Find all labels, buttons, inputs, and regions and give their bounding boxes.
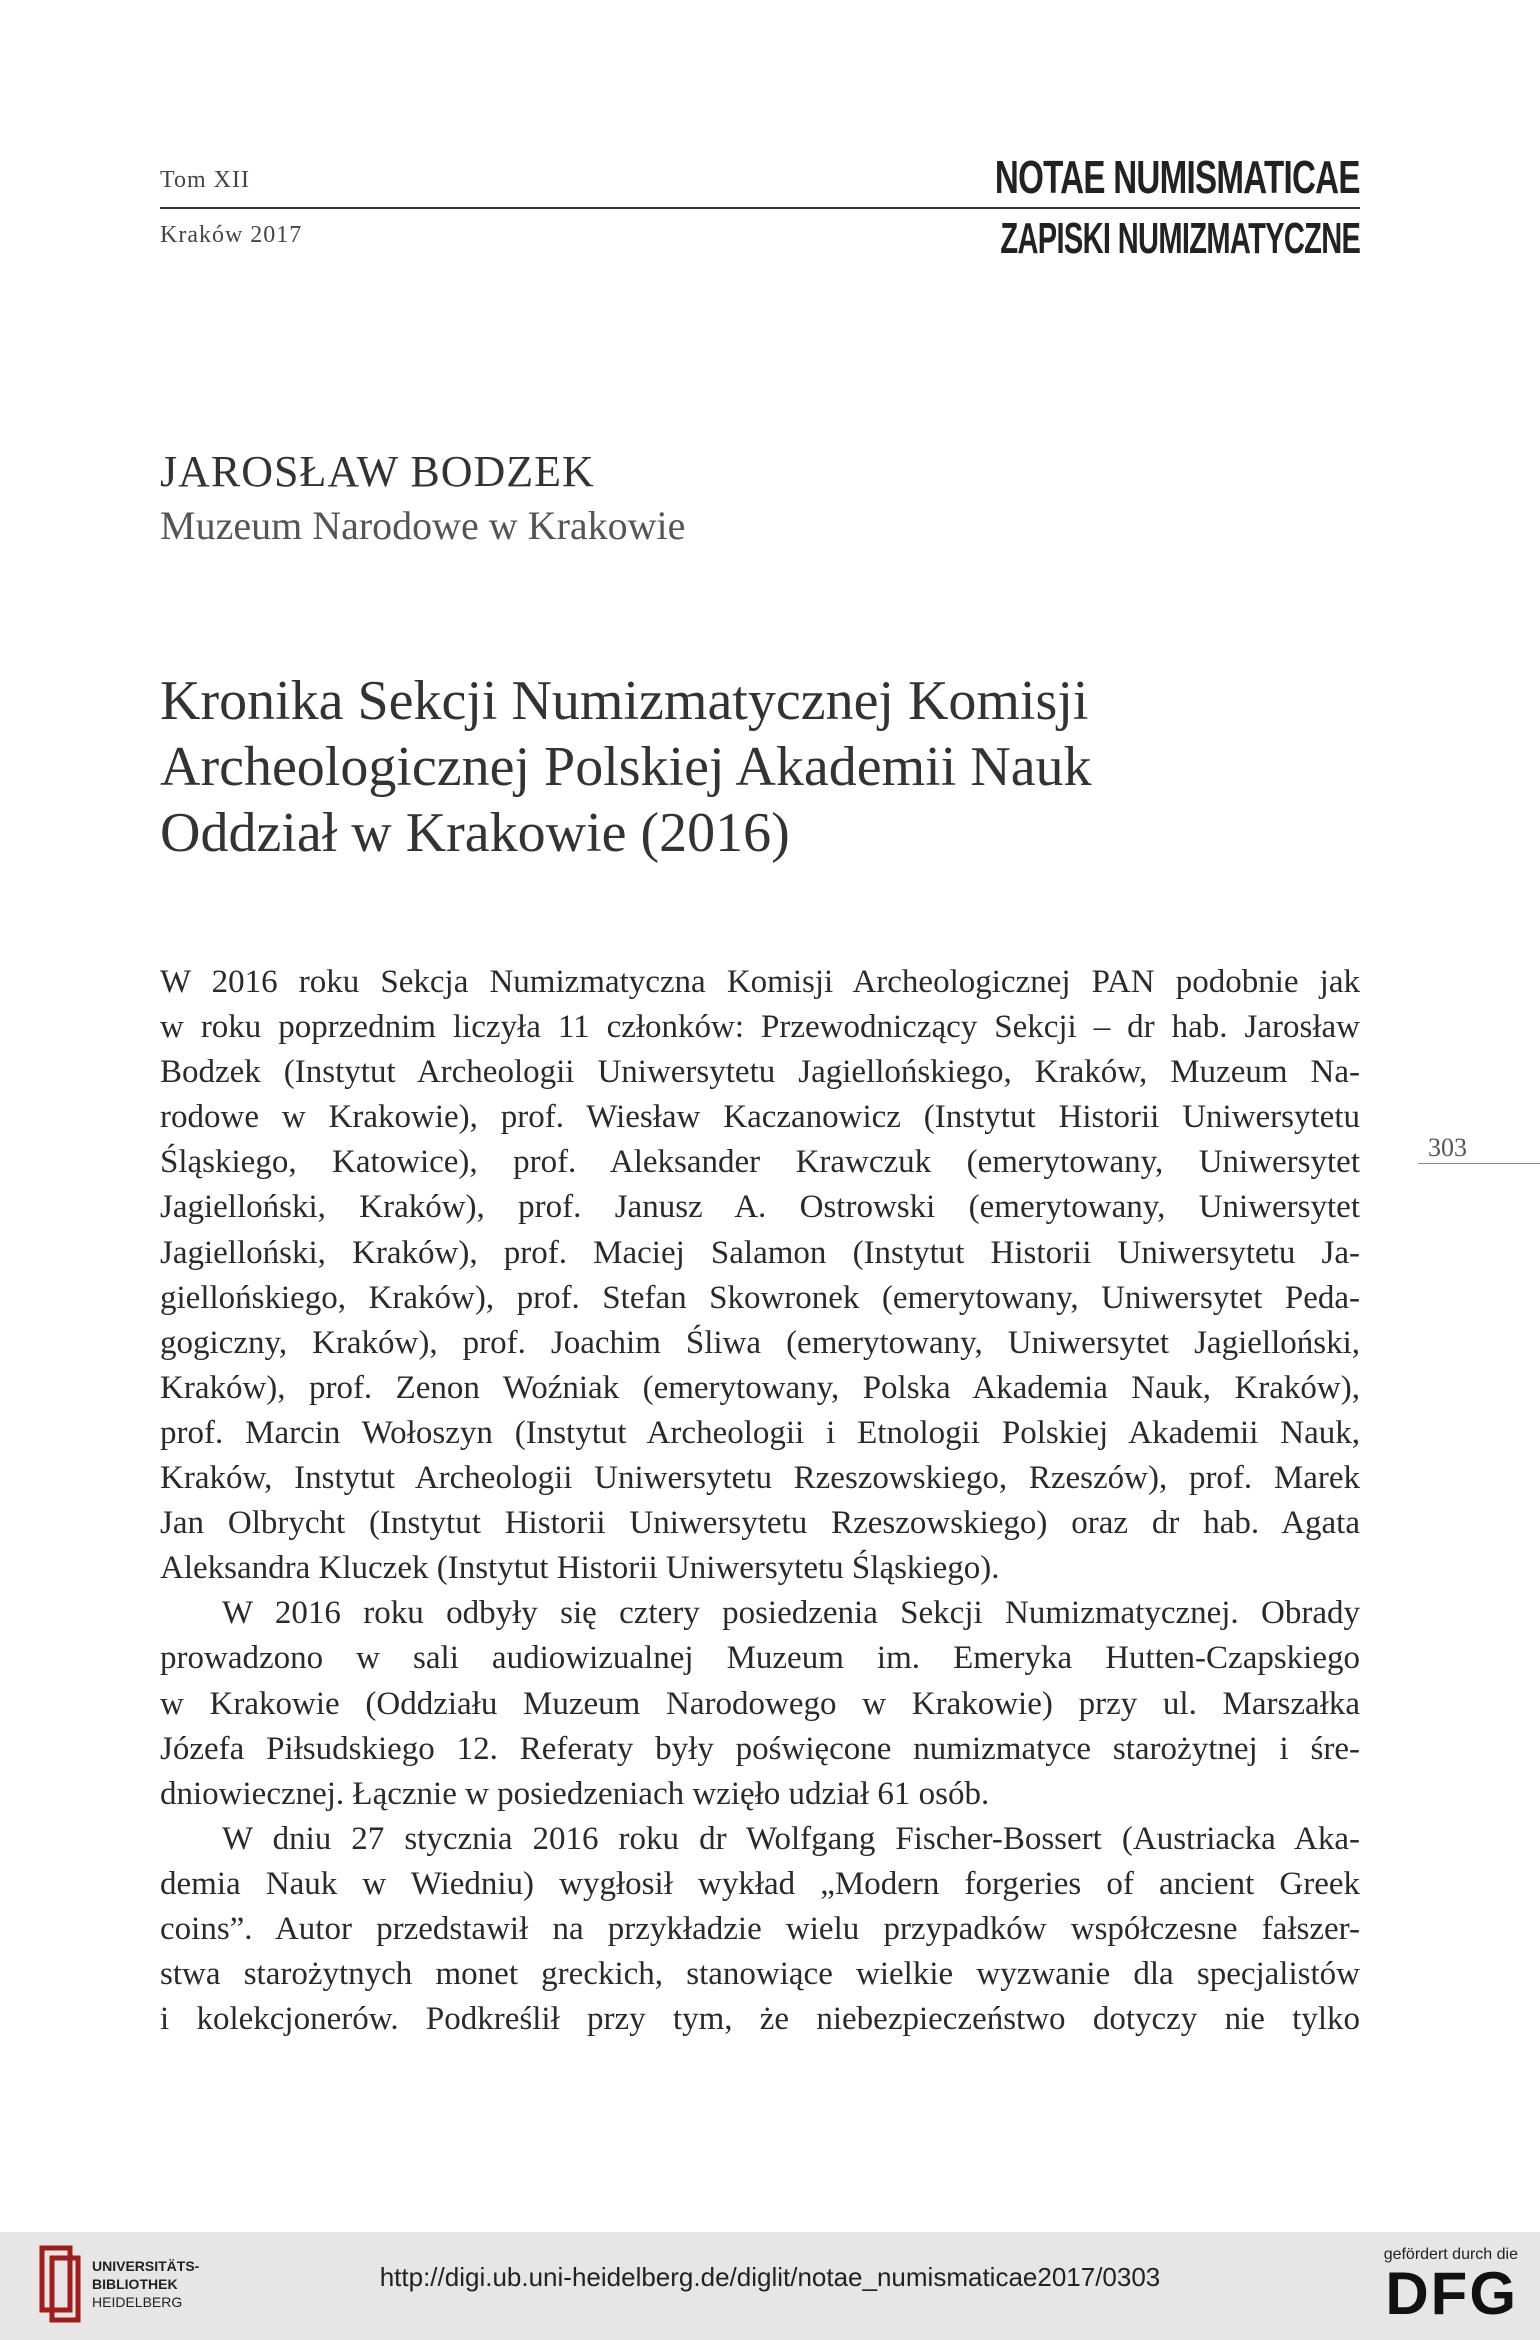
body-line: w Krakowie (Oddziału Muzeum Narodowego w Krakowie) przy ul. Marszałka bbox=[160, 1685, 1360, 1722]
body-line: prof. Marcin Wołoszyn (Instytut Archeologii i Etnologii Polskiej Akademii Nauk, bbox=[160, 1414, 1360, 1451]
library-name-line: BIBLIOTHEK bbox=[92, 2276, 178, 2292]
body-line: prowadzono w sali audiowizualnej Muzeum im. Emeryka Hutten-Czapskiego bbox=[160, 1640, 1360, 1677]
body-line: coins”. Autor przedstawił na przykładzie wielu przypadków współczesne fałszer- bbox=[160, 1910, 1360, 1947]
place-year-label: Kraków 2017 bbox=[160, 222, 303, 248]
library-name-line: UNIVERSITÄTS- bbox=[92, 2258, 200, 2274]
body-line: W 2016 roku odbyły się cztery posiedzenia Sekcji Numizmatycznej. Obrady bbox=[222, 1595, 1360, 1632]
funded-by-label: gefördert durch die bbox=[1383, 2246, 1518, 2263]
article-body bbox=[160, 960, 1360, 2042]
body-line: stwa starożytnych monet greckich, stanowiące wielkie wyzwanie dla specjalistów bbox=[160, 1956, 1360, 1993]
body-line: w roku poprzednim liczyła 11 członków: Przewodniczący Sekcji – dr hab. Jarosław bbox=[160, 1009, 1360, 1046]
body-line: Jagielloński, Kraków), prof. Maciej Salamon (Instytut Historii Uniwersytetu Ja- bbox=[160, 1234, 1360, 1271]
body-line: Kraków, Instytut Archeologii Uniwersytetu Rzeszowskiego, Rzeszów), prof. Marek bbox=[160, 1460, 1360, 1497]
body-line: Aleksandra Kluczek (Instytut Historii Uniwersytetu Śląskiego). bbox=[160, 1550, 1000, 1587]
title-line: Kronika Sekcji Numizmatycznej Komisji bbox=[160, 670, 1089, 732]
body-line: giellońskiego, Kraków), prof. Stefan Skowronek (emerytowany, Uniwersytet Peda- bbox=[160, 1279, 1360, 1316]
body-line: W dniu 27 stycznia 2016 roku dr Wolfgang Fischer-Bossert (Austriacka Aka- bbox=[222, 1820, 1360, 1857]
body-line: Kraków), prof. Zenon Woźniak (emerytowany, Polska Akademia Nauk, Kraków), bbox=[160, 1369, 1360, 1406]
journal-title-polish: ZAPISKI NUMIZMATYCZNE bbox=[1000, 214, 1360, 263]
body-line: W 2016 roku Sekcja Numizmatyczna Komisji Archeologicznej PAN podobnie jak bbox=[160, 964, 1360, 1000]
body-line: demia Nauk w Wiedniu) wygłosił wykład „Modern forgeries of ancient Greek bbox=[160, 1865, 1360, 1902]
article-title bbox=[160, 668, 1260, 866]
page-number: 303 bbox=[1428, 1133, 1467, 1162]
library-name-line: HEIDELBERG bbox=[92, 2294, 183, 2310]
body-line: Jan Olbrycht (Instytut Historii Uniwersytetu Rzeszowskiego) oraz dr hab. Agata bbox=[160, 1505, 1360, 1542]
author-name: JAROSŁAW BODZEK bbox=[160, 447, 595, 496]
author-affiliation: Muzeum Narodowe w Krakowie bbox=[160, 503, 686, 548]
body-line: Józefa Piłsudskiego 12. Referaty były poświęcone numizmatyce starożytnej i śre- bbox=[160, 1730, 1360, 1767]
volume-label: Tom XII bbox=[160, 167, 250, 193]
title-line: Oddział w Krakowie (2016) bbox=[160, 802, 790, 864]
body-line: dniowiecznej. Łącznie w posiedzeniach wzięło udział 61 osób. bbox=[160, 1775, 990, 1812]
body-line: Bodzek (Instytut Archeologii Uniwersytetu Jagiellońskiego, Kraków, Muzeum Na- bbox=[160, 1054, 1360, 1091]
body-line: gogiczny, Kraków), prof. Joachim Śliwa (emerytowany, Uniwersytet Jagielloński, bbox=[160, 1324, 1360, 1361]
page-number-rule bbox=[1418, 1163, 1540, 1164]
body-line: Śląskiego, Katowice), prof. Aleksander Krawczuk (emerytowany, Uniwersytet bbox=[160, 1144, 1360, 1181]
body-line: i kolekcjonerów. Podkreślił przy tym, że niebezpieczeństwo dotyczy nie tylko bbox=[160, 2001, 1360, 2038]
body-line: rodowe w Krakowie), prof. Wiesław Kaczanowicz (Instytut Historii Uniwersytetu bbox=[160, 1099, 1360, 1136]
source-url-link[interactable]: http://digi.ub.uni-heidelberg.de/diglit/notae_numismaticae2017/0303 bbox=[379, 2262, 1161, 2292]
journal-title-latin: NOTAE NUMISMATICAE bbox=[995, 151, 1360, 203]
header-divider bbox=[160, 207, 1360, 209]
title-line: Archeologicznej Polskiej Akademii Nauk bbox=[160, 736, 1092, 798]
body-line: Jagielloński, Kraków), prof. Janusz A. Ostrowski (emerytowany, Uniwersytet bbox=[160, 1189, 1360, 1226]
dfg-logo-icon: DFG bbox=[1385, 2260, 1518, 2327]
